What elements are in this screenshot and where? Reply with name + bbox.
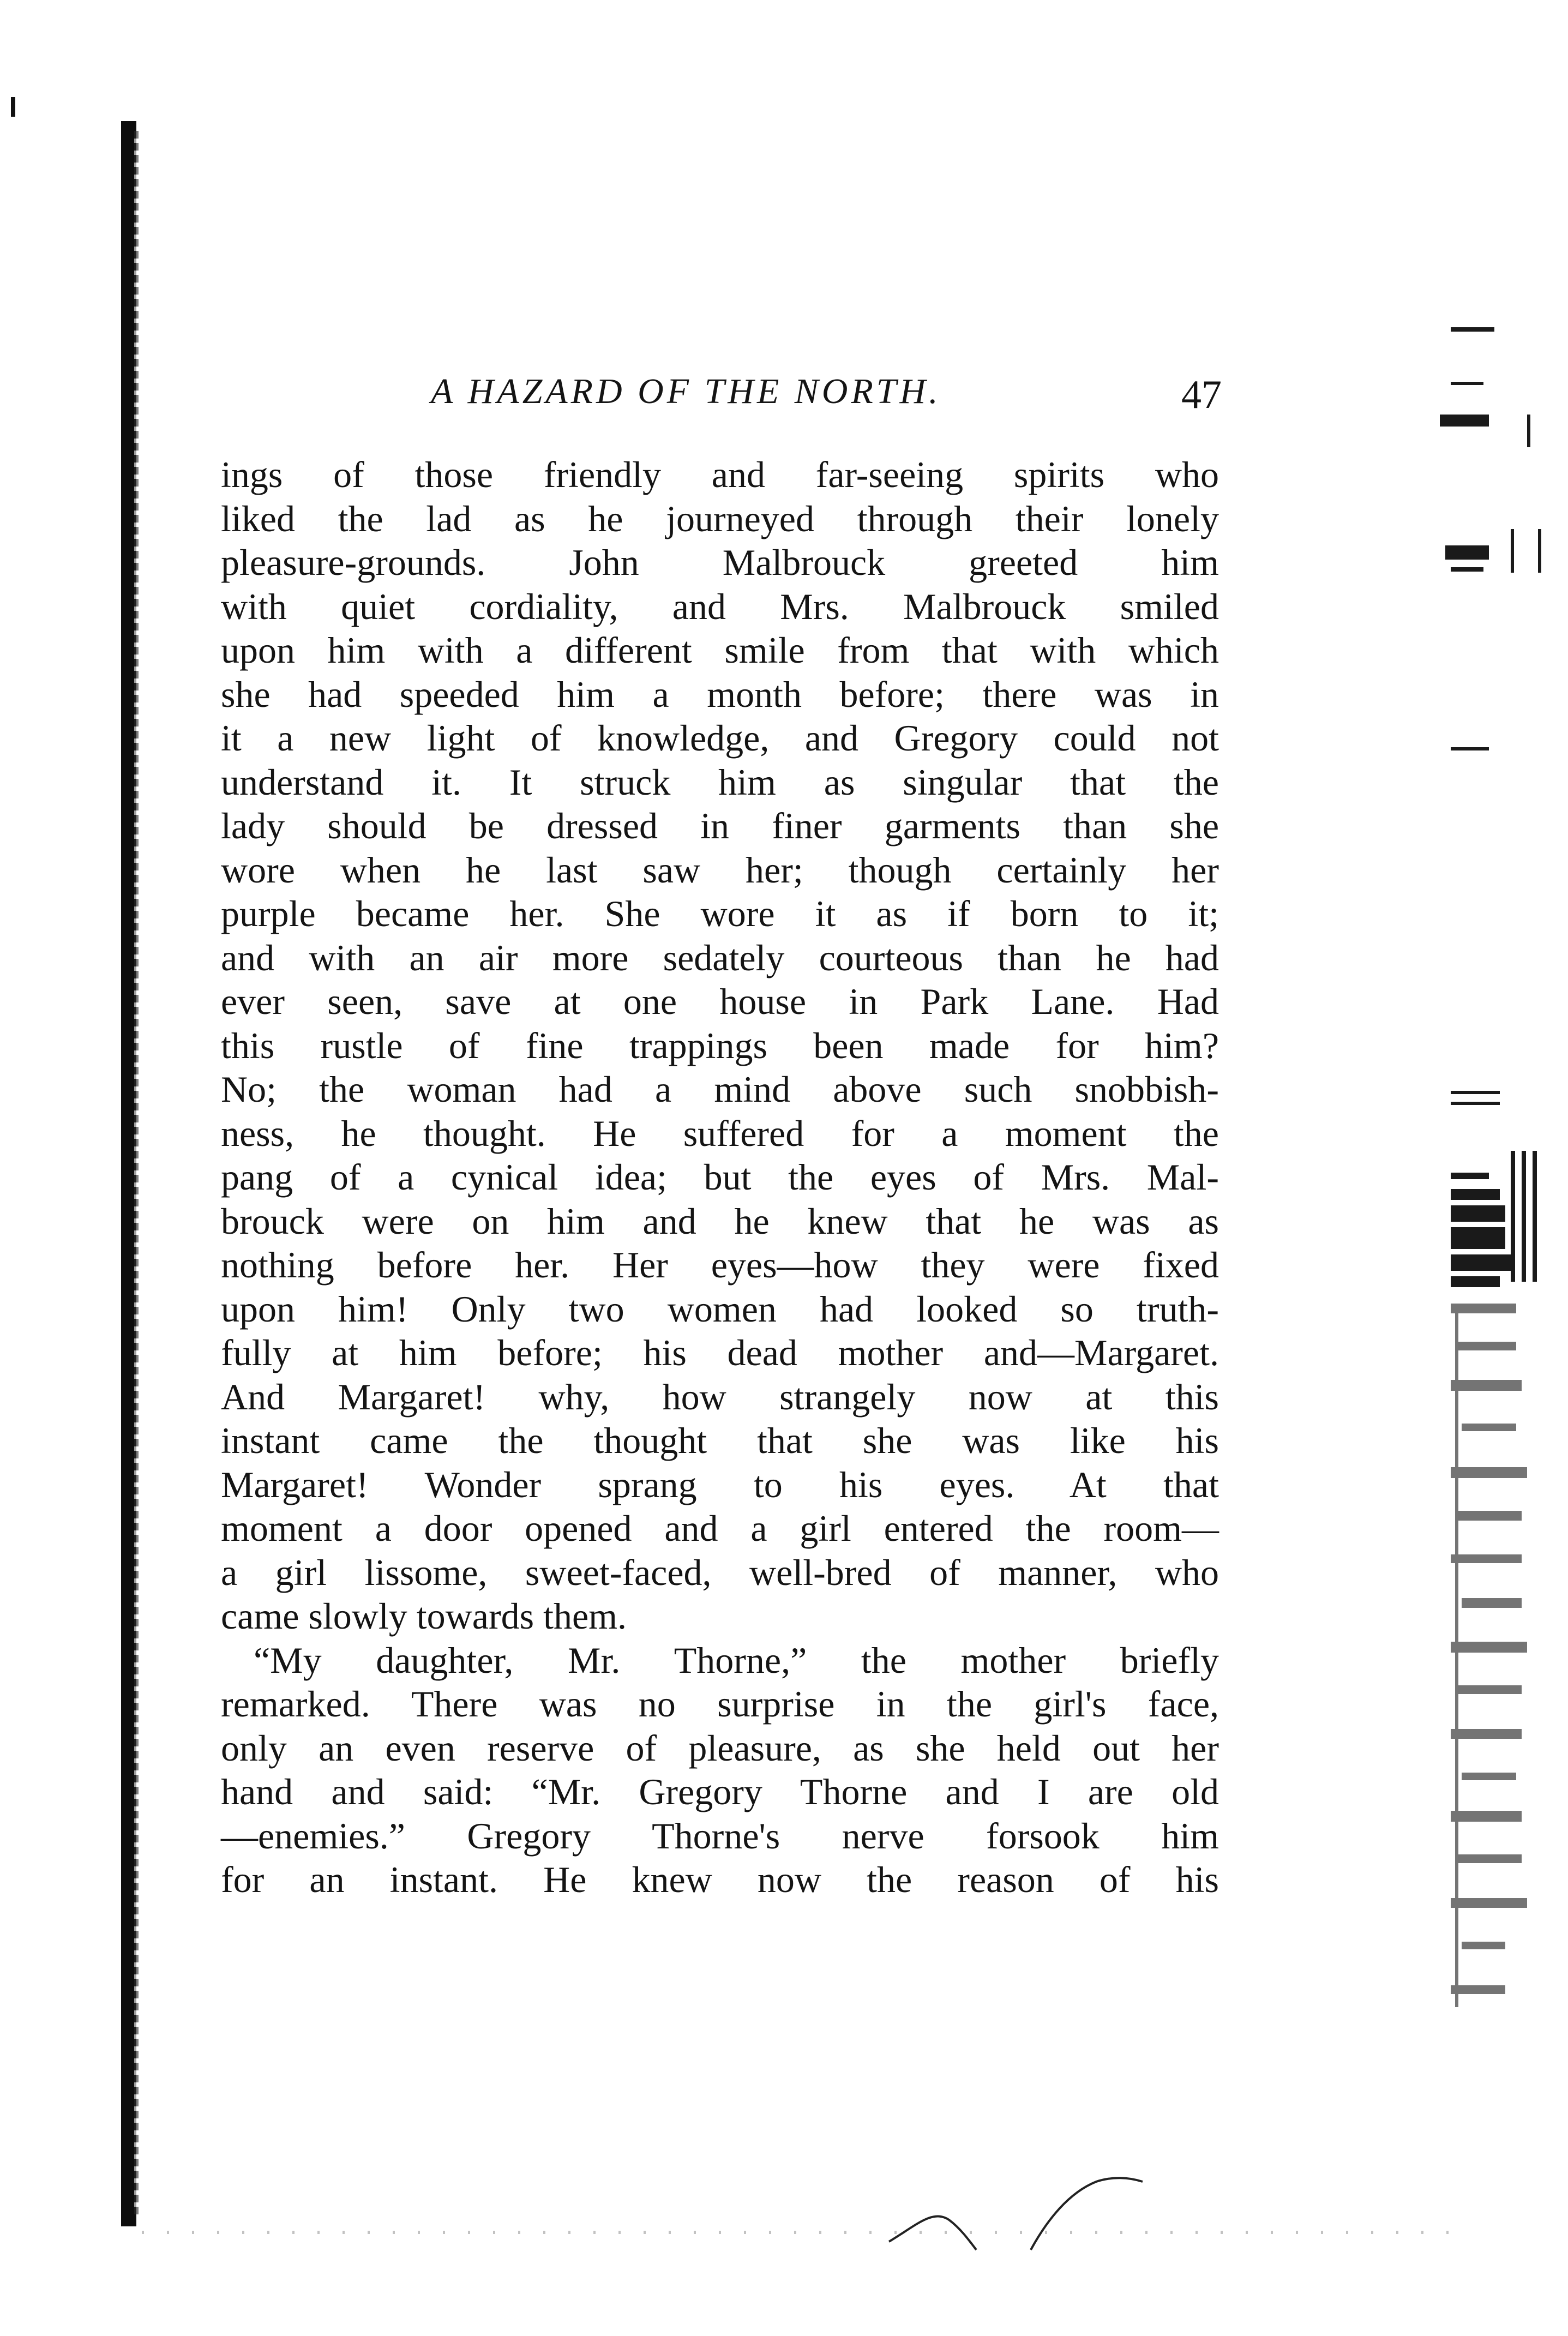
text-line: remarked. There was no surprise in the girl's face,: [221, 1683, 1219, 1725]
text-line: brouck were on him and he knew that he was as: [221, 1200, 1219, 1242]
running-title: A HAZARD OF THE NORTH.: [431, 371, 941, 411]
text-line: pleasure-grounds. John Malbrouck greeted him: [221, 542, 1219, 583]
scan-corner-mark: [11, 97, 15, 117]
text-line: wore when he last saw her; though certainly her: [221, 849, 1219, 891]
text-line: ness, he thought. He suffered for a moment the: [221, 1112, 1219, 1154]
running-head: [218, 365, 1222, 431]
text-line: instant came the thought that she was like his: [221, 1420, 1219, 1461]
text-line: she had speeded him a month before; there was in: [221, 673, 1219, 715]
text-line: ings of those friendly and far-seeing spirits who: [221, 454, 1219, 495]
text-line: fully at him before; his dead mother and—Margaret.: [221, 1332, 1219, 1373]
text-line: pang of a cynical idea; but the eyes of Mrs. Mal-: [221, 1156, 1219, 1198]
text-line: No; the woman had a mind above such snobbish-: [221, 1068, 1219, 1110]
text-line: and with an air more sedately courteous than he had: [221, 936, 1219, 978]
facing-page-bleed: [1429, 196, 1549, 2214]
text-line: —enemies.” Gregory Thorne's nerve forsook him: [221, 1815, 1219, 1857]
text-line: liked the lad as he journeyed through their lonely: [221, 497, 1219, 539]
binding-gutter-edge: [134, 131, 139, 2214]
text-line: understand it. It struck him as singular that the: [221, 761, 1219, 803]
text-line: for an instant. He knew now the reason of his: [221, 1859, 1219, 1900]
text-line: Margaret! Wonder sprang to his eyes. At that: [221, 1463, 1219, 1505]
text-line: moment a door opened and a girl entered the room—: [221, 1508, 1219, 1549]
page-number: 47: [1181, 373, 1222, 417]
text-line: nothing before her. Her eyes—how they were fixed: [221, 1244, 1219, 1286]
text-line: hand and said: “Mr. Gregory Thorne and I are old: [221, 1771, 1219, 1812]
text-line: this rustle of fine trappings been made for him?: [221, 1024, 1219, 1066]
text-line: purple became her. She wore it as if born to it;: [221, 893, 1219, 934]
text-line: upon him! Only two women had looked so truth-: [221, 1288, 1219, 1330]
text-line: a girl lissome, sweet-faced, well-bred of manner, who: [221, 1551, 1219, 1593]
scan-bottom-edge: [142, 2231, 1462, 2234]
text-line: lady should be dressed in finer garments than she: [221, 805, 1219, 846]
text-line: And Margaret! why, how strangely now at this: [221, 1376, 1219, 1418]
text-line: only an even reserve of pleasure, as she held out her: [221, 1727, 1219, 1769]
text-line: ever seen, save at one house in Park Lane. Had: [221, 981, 1219, 1022]
text-line: upon him with a different smile from that with which: [221, 629, 1219, 671]
text-line: came slowly towards them.: [221, 1595, 627, 1637]
text-line: it a new light of knowledge, and Gregory could not: [221, 717, 1219, 759]
text-line: with quiet cordiality, and Mrs. Malbrouck smiled: [221, 585, 1219, 627]
body-text: [221, 453, 1219, 1902]
text-line: “My daughter, Mr. Thorne,” the mother briefly: [254, 1639, 1219, 1681]
